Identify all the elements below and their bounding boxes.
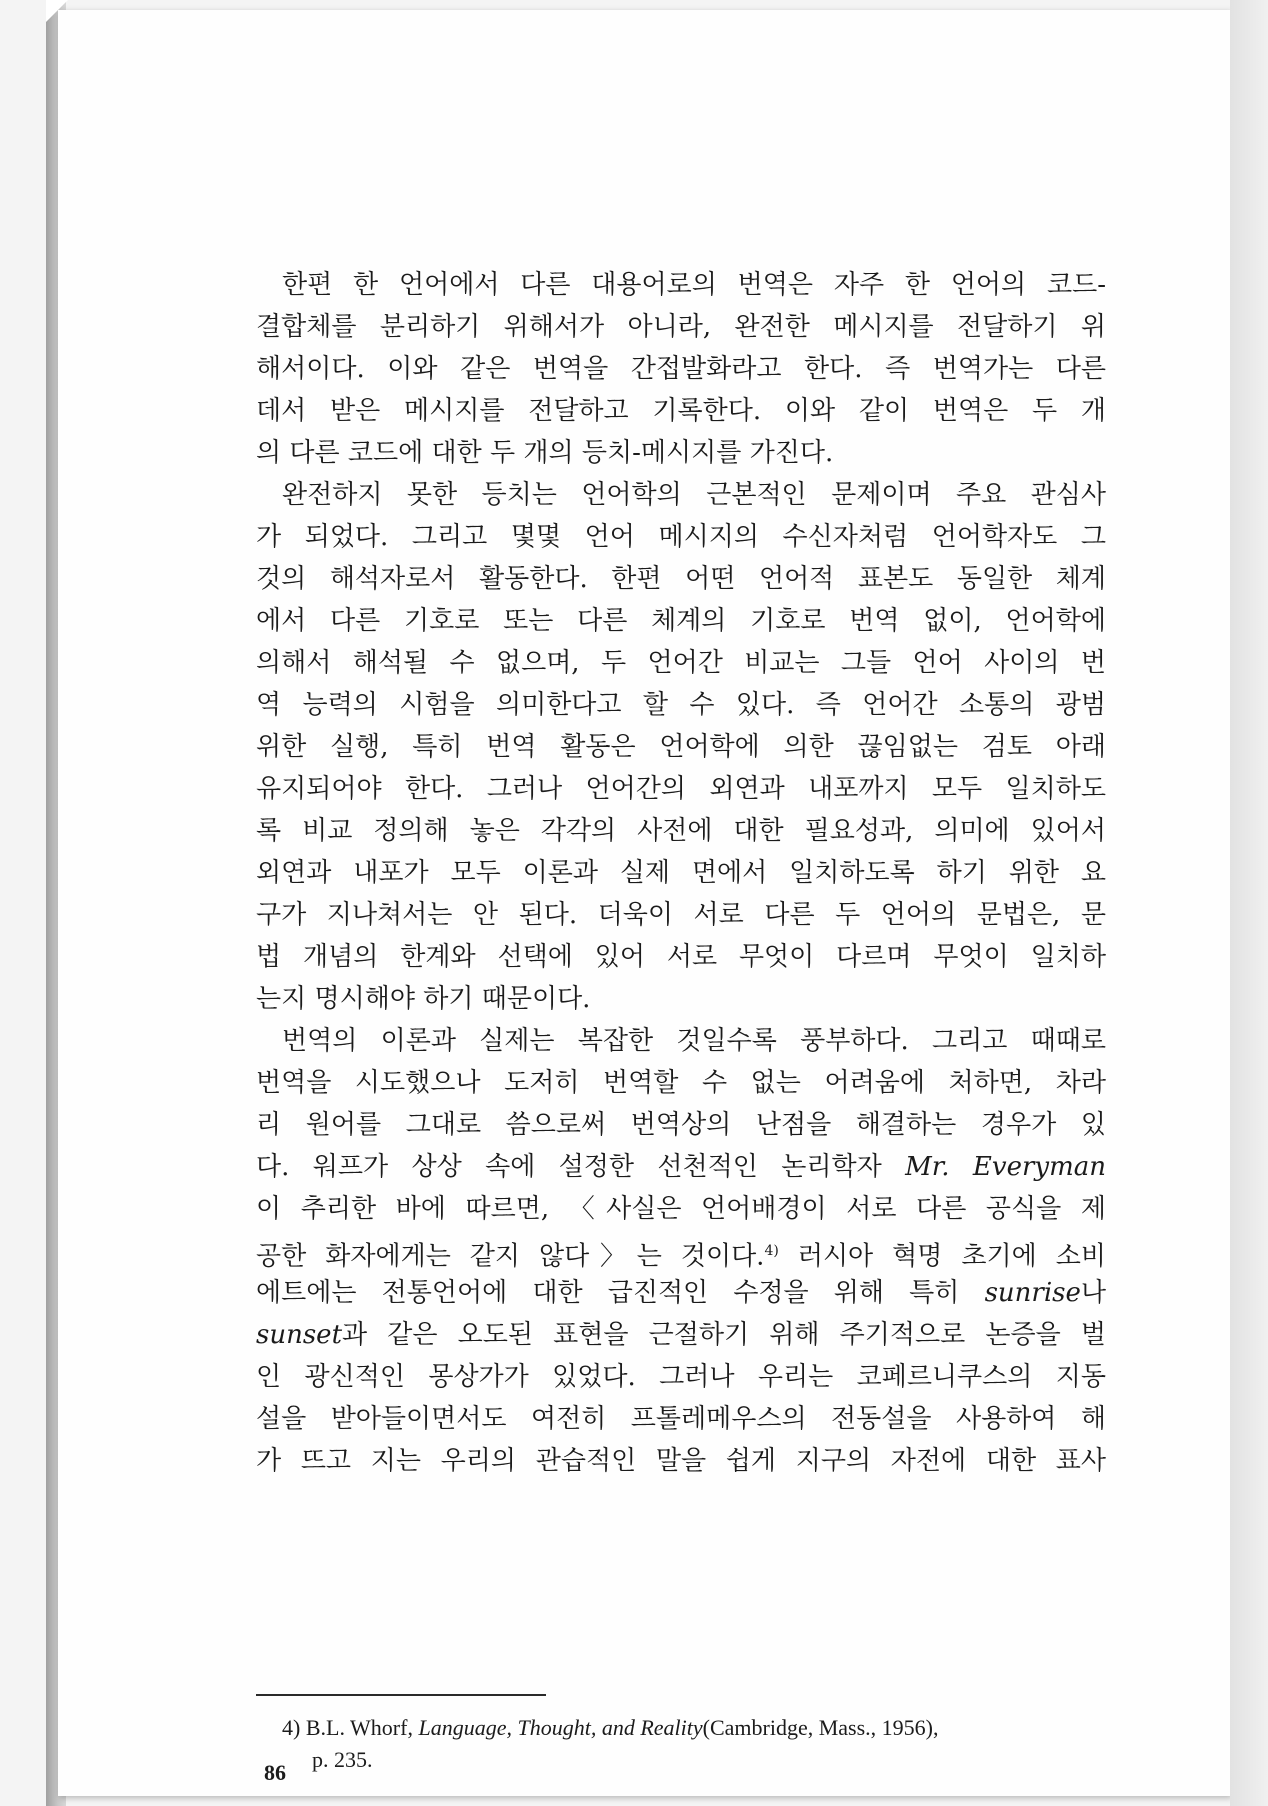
text-line: 위한 실행, 특히 번역 활동은 언어학에 의한 끊임없는 검토 아래 [256,732,1106,762]
text-line: 의해서 해석될 수 없으며, 두 언어간 비교는 그들 언어 사이의 번 [256,648,1106,678]
text-line: 설을 받아들이면서도 여전히 프톨레메우스의 전동설을 사용하여 해 [256,1404,1106,1434]
text-line: 해서이다. 이와 같은 번역을 간접발화라고 한다. 즉 번역가는 다른 [256,354,1106,384]
text-line: 유지되어야 한다. 그러나 언어간의 외연과 내포까지 모두 일치하도 [256,774,1106,804]
text-segment: 과 같은 오도된 표현을 근절하기 위해 주기적으로 논증을 벌 [342,1320,1106,1350]
text-line [256,1230,1106,1272]
text-line: 이 추리한 바에 따르면, 〈사실은 언어배경이 서로 다른 공식을 제 [256,1194,1106,1224]
footnote-author: B.L. Whorf, [305,1715,413,1740]
text-line: 의 다른 코드에 대한 두 개의 등치-메시지를 가진다. [256,438,834,468]
text-line [256,1314,1106,1356]
text-line [256,1272,1106,1314]
text-line [256,1146,1106,1188]
text-line: 구가 지나쳐서는 안 된다. 더욱이 서로 다른 두 언어의 문법은, 문 [256,900,1106,930]
text-segment: 공한 화자에게는 같지 않다〉는 것이다. [256,1241,765,1272]
text-line: 한편 한 언어에서 다른 대용어로의 번역은 자주 한 언어의 코드- [282,270,1106,300]
text-line: 가 뜨고 지는 우리의 관습적인 말을 쉽게 지구의 자전에 대한 표사 [256,1446,1106,1476]
text-line: 완전하지 못한 등치는 언어학의 근본적인 문제이며 주요 관심사 [282,480,1106,510]
text-line: 는지 명시해야 하기 때문이다. [256,984,591,1014]
text-segment: 나 [1080,1278,1106,1308]
text-segment: 다. 워프가 상상 속에 설정한 선천적인 논리학자 [256,1152,906,1182]
footnote-title: Language, Thought, and Reality [418,1715,703,1740]
footnote [282,1712,1102,1776]
page-corner [46,0,68,22]
text-line: 역 능력의 시험을 의미한다고 할 수 있다. 즉 언어간 소통의 광범 [256,690,1106,720]
footnote-reference: 4) [764,1243,779,1259]
italic-term-sunrise: sunrise [984,1278,1081,1308]
italic-term-sunset: sunset [256,1320,343,1350]
text-line: 리 원어를 그대로 씀으로써 번역상의 난점을 해결하는 경우가 있 [256,1110,1106,1140]
right-page-shadow [1230,0,1268,1806]
text-line: 외연과 내포가 모두 이론과 실제 면에서 일치하도록 하기 위한 요 [256,858,1106,888]
text-line: 록 비교 정의해 놓은 각각의 사전에 대한 필요성과, 의미에 있어서 [256,816,1106,846]
text-line: 것의 해석자로서 활동한다. 한편 어떤 언어적 표본도 동일한 체계 [256,564,1106,594]
text-segment: 러시아 혁명 초기에 소비 [778,1241,1106,1272]
text-line: 에서 다른 기호로 또는 다른 체계의 기호로 번역 없이, 언어학에 [256,606,1106,636]
text-line: 인 광신적인 몽상가가 있었다. 그러나 우리는 코페르니쿠스의 지동 [256,1362,1106,1392]
footnote-page: p. 235. [312,1747,373,1772]
footnote-marker: 4) [282,1715,301,1740]
text-line: 번역을 시도했으나 도저히 번역할 수 없는 어려움에 처하면, 차라 [256,1068,1106,1098]
text-line: 데서 받은 메시지를 전달하고 기록한다. 이와 같이 번역은 두 개 [256,396,1106,426]
text-line: 번역의 이론과 실제는 복잡한 것일수록 풍부하다. 그리고 때때로 [282,1026,1106,1056]
text-line: 결합체를 분리하기 위해서가 아니라, 완전한 메시지를 전달하기 위 [256,312,1106,342]
text-segment: 에트에는 전통언어에 대한 급진적인 수정을 위해 특히 [256,1278,985,1308]
footnote-divider [256,1694,546,1696]
page-number-visible: 86 [264,1760,286,1785]
text-line: 가 되었다. 그리고 몇몇 언어 메시지의 수신자처럼 언어학자도 그 [256,522,1106,552]
text-line: 법 개념의 한계와 선택에 있어 서로 무엇이 다르며 무엇이 일치하 [256,942,1106,972]
italic-term-everyman: Mr. Everyman [905,1152,1106,1182]
body-text [256,264,1106,1482]
footnote-publication: (Cambridge, Mass., 1956), [702,1715,939,1740]
